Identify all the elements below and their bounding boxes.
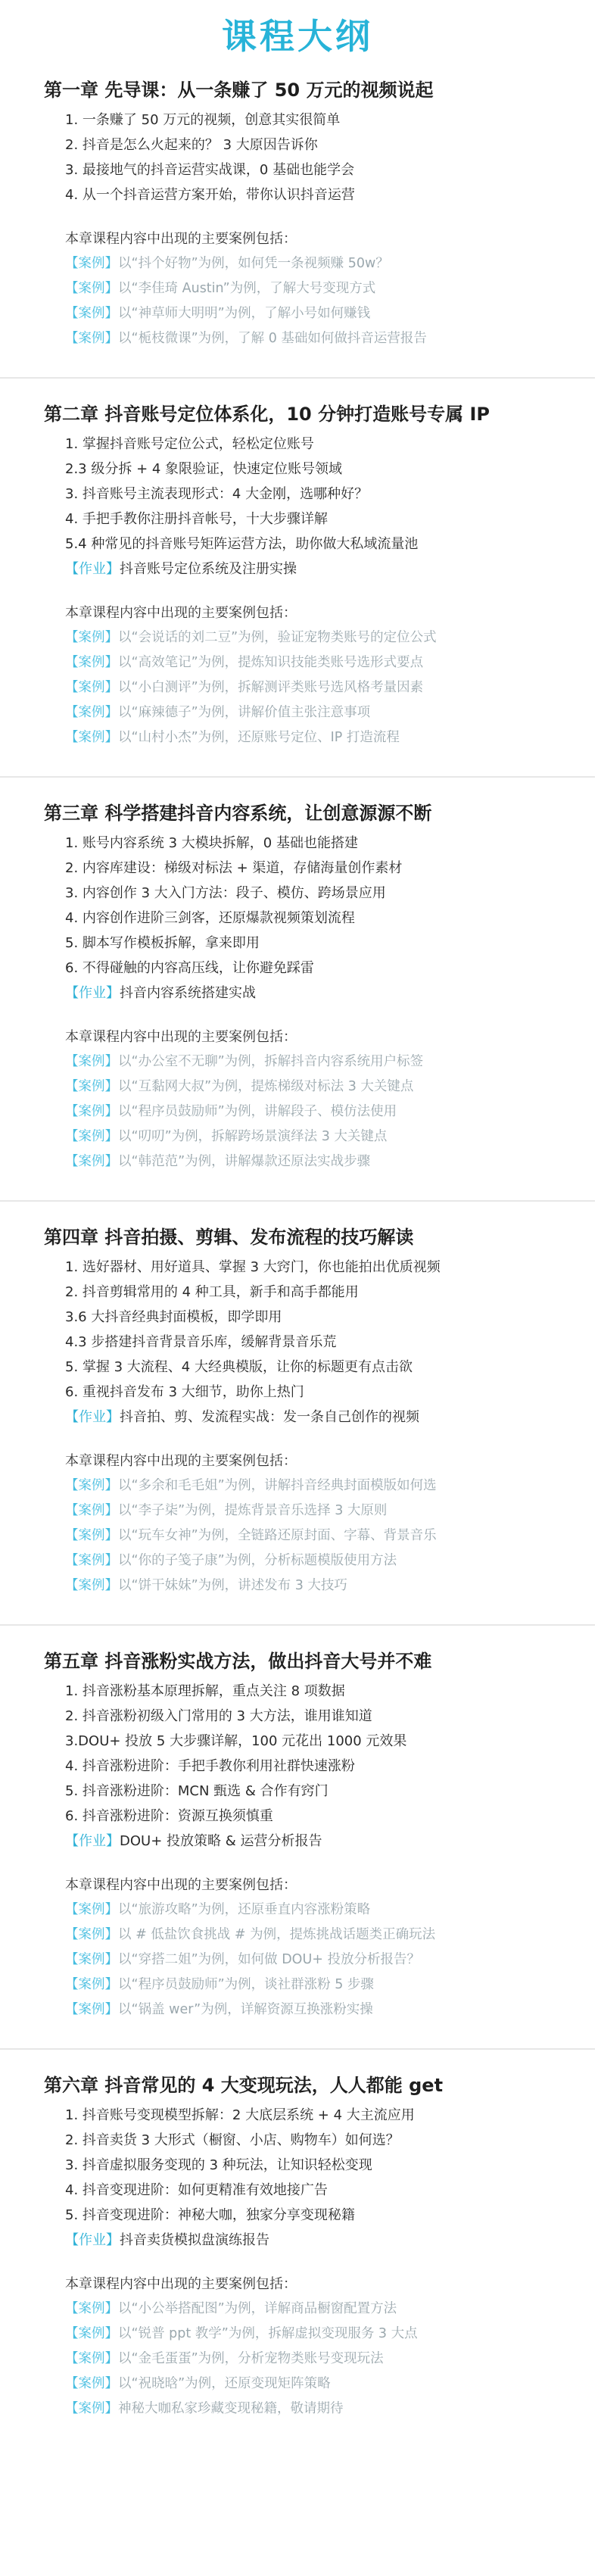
homework-text: 抖音账号定位系统及注册实操 [120,561,297,577]
case-row [44,301,551,326]
case-tag: 【案例】 [65,2301,118,2316]
case-text: 以“韩范范”为例，讲解爆款还原法实战步骤 [118,1154,371,1169]
case-tag: 【案例】 [65,655,118,670]
case-row [44,1997,551,2022]
case-row [44,700,551,725]
case-tag: 【案例】 [65,730,118,745]
case-row [44,725,551,750]
chapter-heading: 第五章 抖音涨粉实战方法，做出抖音大号并不难 [44,1651,432,1672]
chapter-item: 6. 不得碰触的内容高压线，让你避免踩雷 [65,960,314,976]
homework-tag: 【作业】 [65,985,120,1001]
case-text: 以“穿搭二姐”为例，如何做 DOU+ 投放分析报告？ [118,1952,420,1967]
case-intro: 本章课程内容中出现的主要案例包括： [65,2276,297,2292]
case-row [44,1124,551,1149]
case-row [44,625,551,650]
homework-tag: 【作业】 [65,561,120,577]
homework-row [65,981,551,1006]
case-tag: 【案例】 [65,1054,118,1069]
chapter-item: 5. 掌握 3 大流程、4 大经典模版，让你的标题更有点击欲 [65,1359,413,1375]
case-row [44,1499,551,1523]
homework-text: 抖音拍、剪、发流程实战：发一条自己创作的视频 [120,1409,419,1425]
case-tag: 【案例】 [65,1104,118,1119]
homework-row [65,557,551,582]
case-row [44,251,551,276]
case-tag: 【案例】 [65,2351,118,2366]
case-tag: 【案例】 [65,1902,118,1917]
chapter-item: 1. 抖音账号变现模型拆解：2 大底层系统 + 4 大主流应用 [65,2107,415,2123]
case-row [44,1474,551,1499]
case-text: 以“小白测评”为例，拆解测评类账号选风格考量因素 [118,680,424,695]
case-tag: 【案例】 [65,256,118,271]
chapter-item-list [44,108,551,207]
chapter-item: 6. 重视抖音发布 3 大细节，助你上热门 [65,1384,304,1400]
chapter-heading: 第二章 抖音账号定位体系化，10 分钟打造账号专属 IP [44,404,490,425]
chapter-heading: 第一章 先导课：从一条赚了 50 万元的视频说起 [44,80,434,101]
case-tag: 【案例】 [65,630,118,645]
case-text: 以“旅游攻略”为例，还原垂直内容涨粉策略 [118,1902,371,1917]
chapter-item: 4. 手把手教你注册抖音帐号，十大步骤详解 [65,511,328,527]
case-row [44,1074,551,1099]
case-tag: 【案例】 [65,1478,118,1493]
case-text: 以“会说话的刘二豆”为例，验证宠物类账号的定位公式 [118,630,437,645]
case-intro: 本章课程内容中出现的主要案例包括： [65,1453,297,1469]
chapter-item: 3. 最接地气的抖音运营实战课，0 基础也能学会 [65,162,355,178]
case-row [44,2297,551,2322]
case-tag: 【案例】 [65,1553,118,1568]
homework-text: DOU+ 投放策略 & 运营分析报告 [120,1833,322,1849]
chapter-item: 1. 掌握抖音账号定位公式，轻松定位账号 [65,436,314,452]
case-text: 以“互黏网大叔”为例，提炼梯级对标法 3 大关键点 [118,1079,414,1094]
case-row [44,650,551,675]
case-tag: 【案例】 [65,1952,118,1967]
case-intro: 本章课程内容中出现的主要案例包括： [65,1877,297,1893]
case-tag: 【案例】 [65,1578,118,1593]
case-text: 以“锐普 ppt 教学”为例，拆解虚拟变现服务 3 大点 [118,2326,418,2341]
case-row [44,2322,551,2347]
case-tag: 【案例】 [65,1977,118,1992]
case-tag: 【案例】 [65,1129,118,1144]
case-tag: 【案例】 [65,680,118,695]
chapter-divider [0,2048,595,2050]
case-intro: 本章课程内容中出现的主要案例包括： [65,605,297,621]
chapter-item: 5.4 种常见的抖音账号矩阵运营方法，助你做大私域流量池 [65,536,419,552]
case-text: 以“麻辣德子”为例，讲解价值主张注意事项 [118,705,371,720]
case-text: 以“锅盖 wer”为例，详解资源互换涨粉实操 [118,2002,373,2017]
chapter-item: 3. 抖音虚拟服务变现的 3 种玩法，让知识轻松变现 [65,2157,372,2173]
case-row [44,2397,551,2422]
chapter-divider [0,1624,595,1626]
chapter-item: 1. 选好器材、用好道具、掌握 3 大窍门，你也能拍出优质视频 [65,1259,441,1275]
case-text: 神秘大咖私家珍藏变现秘籍，敬请期待 [118,2401,344,2416]
case-text: 以“祝晓晗”为例，还原变现矩阵策略 [118,2376,331,2391]
case-row [44,1548,551,1573]
case-tag: 【案例】 [65,705,118,720]
case-row [44,1573,551,1598]
homework-row [65,2228,551,2253]
chapter-item: 4. 从一个抖音运营方案开始，带你认识抖音运营 [65,187,355,203]
case-tag: 【案例】 [65,2326,118,2341]
case-text: 以“程序员鼓励师”为例，谈社群涨粉 5 步骤 [118,1977,374,1992]
case-tag: 【案例】 [65,281,118,296]
case-row [44,675,551,700]
chapter-item-list [44,432,551,582]
chapter-item: 6. 抖音涨粉进阶：资源互换须慎重 [65,1808,273,1824]
case-row [44,1049,551,1074]
case-text: 以“程序员鼓励师”为例，讲解段子、模仿法使用 [118,1104,397,1119]
homework-row [65,1829,551,1854]
case-text: 以“抖个好物”为例，如何凭一条视频赚 50w？ [118,256,389,271]
case-row [44,1149,551,1174]
case-row [44,1948,551,1973]
case-text: 以“金毛蛋蛋”为例，分析宠物类账号变现玩法 [118,2351,384,2366]
chapter-item: 2.3 级分拆 + 4 象限验证，快速定位账号领域 [65,461,343,477]
chapter-item: 4.3 步搭建抖音背景音乐库，缓解背景音乐荒 [65,1334,337,1350]
chapter-item-list [44,2103,551,2253]
chapter-item: 3.6 大抖音经典封面模板，即学即用 [65,1309,282,1325]
homework-tag: 【作业】 [65,2232,120,2248]
case-tag: 【案例】 [65,1154,118,1169]
chapter-list [44,77,551,2422]
chapter-item-list [44,1255,551,1430]
case-text: 以“小公举搭配图”为例，详解商品橱窗配置方法 [118,2301,397,2316]
case-intro: 本章课程内容中出现的主要案例包括： [65,1029,297,1045]
chapter-heading: 第三章 科学搭建抖音内容系统，让创意源源不断 [44,803,432,824]
case-row [44,1523,551,1548]
chapter-item: 1. 一条赚了 50 万元的视频，创意其实很简单 [65,112,341,128]
case-row [44,1923,551,1948]
chapter-section [44,77,551,351]
chapter-item: 2. 抖音涨粉初级入门常用的 3 大方法，谁用谁知道 [65,1708,372,1724]
chapter-divider [0,1200,595,1202]
chapter-item-list [44,1679,551,1854]
case-text: 以“李子柒”为例，提炼背景音乐选择 3 大原则 [118,1503,388,1518]
case-tag: 【案例】 [65,1503,118,1518]
case-text: 以“神草师大明明”为例，了解小号如何赚钱 [118,306,371,321]
chapter-heading: 第四章 抖音拍摄、剪辑、发布流程的技巧解读 [44,1227,414,1248]
chapter-section [44,1224,551,1598]
chapter-section [44,800,551,1174]
homework-tag: 【作业】 [65,1833,120,1849]
case-text: 以“多余和毛毛姐”为例，讲解抖音经典封面模版如何选 [118,1478,437,1493]
chapter-section [44,1648,551,2022]
case-text: 以“栀枝微课”为例，了解 0 基础如何做抖音运营报告 [118,331,427,346]
chapter-item: 1. 账号内容系统 3 大模块拆解，0 基础也能搭建 [65,835,358,851]
case-text: 以“玩车女神”为例，全链路还原封面、字幕、背景音乐 [118,1528,437,1543]
chapter-item: 5. 脚本写作模板拆解，拿来即用 [65,935,260,951]
chapter-item: 2. 抖音卖货 3 大形式（橱窗、小店、购物车）如何选？ [65,2132,400,2148]
case-row [44,1099,551,1124]
homework-text: 抖音卖货模拟盘演练报告 [120,2232,269,2248]
case-text: 以“你的子笺子康”为例，分析标题模版使用方法 [118,1553,397,1568]
case-tag: 【案例】 [65,1079,118,1094]
chapter-item: 3. 内容创作 3 大入门方法：段子、模仿、跨场景应用 [65,885,386,901]
chapter-item: 1. 抖音涨粉基本原理拆解，重点关注 8 项数据 [65,1683,345,1699]
case-text: 以“叨叨”为例，拆解跨场景演绎法 3 大关键点 [118,1129,388,1144]
case-row [44,326,551,351]
case-tag: 【案例】 [65,2002,118,2017]
case-row [44,2347,551,2372]
chapter-item: 4. 内容创作进阶三剑客，还原爆款视频策划流程 [65,910,355,926]
case-row [44,276,551,301]
chapter-section [44,2072,551,2422]
case-tag: 【案例】 [65,306,118,321]
case-text: 以“山村小杰”为例，还原账号定位、IP 打造流程 [118,730,400,745]
case-tag: 【案例】 [65,2376,118,2391]
chapter-divider [0,377,595,379]
chapter-item: 4. 抖音涨粉进阶：手把手教你利用社群快速涨粉 [65,1758,355,1774]
chapter-divider [0,776,595,778]
case-text: 以“饼干妹妹”为例，讲述发布 3 大技巧 [118,1578,347,1593]
case-tag: 【案例】 [65,1927,118,1942]
case-tag: 【案例】 [65,1528,118,1543]
case-text: 以 # 低盐饮食挑战 # 为例，提炼挑战话题类正确玩法 [118,1927,436,1942]
case-tag: 【案例】 [65,331,118,346]
homework-row [65,1405,551,1430]
homework-tag: 【作业】 [65,1409,120,1425]
chapter-item: 5. 抖音变现进阶：神秘大咖，独家分享变现秘籍 [65,2207,355,2223]
chapter-item: 3.DOU+ 投放 5 大步骤详解，100 元花出 1000 元效果 [65,1733,407,1749]
chapter-item: 2. 抖音剪辑常用的 4 种工具，新手和高手都能用 [65,1284,359,1300]
homework-text: 抖音内容系统搭建实战 [120,985,256,1001]
chapter-item: 5. 抖音涨粉进阶：MCN 甄选 & 合作有窍门 [65,1783,329,1799]
case-text: 以“高效笔记”为例，提炼知识技能类账号选形式要点 [118,655,424,670]
case-text: 以“李佳琦 Austin”为例，了解大号变现方式 [118,281,376,296]
case-row [44,2372,551,2397]
case-row [44,1973,551,1997]
page-title: 课程大纲 [222,16,373,57]
chapter-section [44,401,551,750]
case-intro: 本章课程内容中出现的主要案例包括： [65,231,297,247]
case-text: 以“办公室不无聊”为例，拆解抖音内容系统用户标签 [118,1054,424,1069]
case-row [44,1898,551,1923]
chapter-item-list [44,831,551,1006]
chapter-item: 2. 内容库建设：梯级对标法 + 渠道，存储海量创作素材 [65,860,403,876]
chapter-item: 2. 抖音是怎么火起来的？ 3 大原因告诉你 [65,137,318,153]
chapter-heading: 第六章 抖音常见的 4 大变现玩法，人人都能 get [44,2075,444,2096]
case-tag: 【案例】 [65,2401,118,2416]
chapter-item: 4. 抖音变现进阶：如何更精准有效地接广告 [65,2182,328,2198]
chapter-item: 3. 抖音账号主流表现形式：4 大金刚，选哪种好？ [65,486,369,502]
